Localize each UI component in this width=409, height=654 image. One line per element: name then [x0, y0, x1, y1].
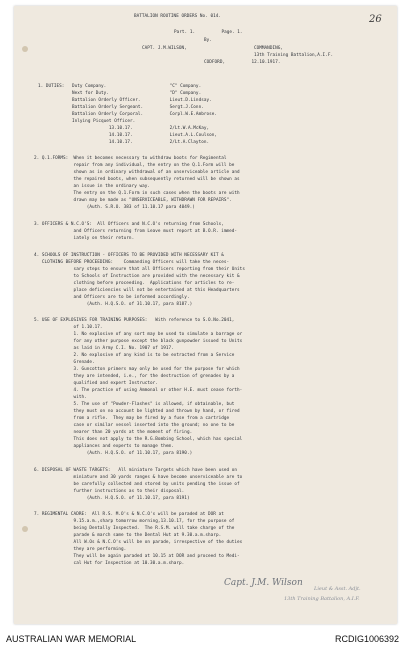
section-4-line: 4. SCHOOLS OF INSTRUCTION - OFFICERS TO BE PROVIDED WITH NECESSARY KIT &: [34, 253, 224, 258]
section-5-line: as laid in Army C.I. No. 1907 of 1917.: [34, 346, 174, 351]
duties-heading: 1. DUTIES:: [38, 84, 65, 89]
section-6-line: 6. DISPOSAL OF WASTE TARGETS: All miniature Targets which have been used on: [34, 468, 238, 473]
officer-name: CAPT. J.M.WILSON,: [142, 46, 187, 51]
section-7-line: 7. REGIMENTAL CADRE: All R.S. M.O's & N.C.O's will be paraded at DOR at: [34, 512, 224, 517]
section-2-line: shown as in ordinary withdrawal of an unserviceable article and: [34, 170, 240, 175]
commanding-label: COMMANDING,: [254, 46, 284, 51]
duties-line: 14.10.17. 2/Lt.A.Clayton.: [72, 140, 210, 145]
section-7-line: they are performing.: [34, 547, 127, 552]
section-5-line: 5. USE OF EXPLOSIVES FOR TRAINING PURPOSES: With reference to S.O.No.2041,: [34, 318, 235, 323]
record-id: RCDIG1006392: [334, 634, 399, 644]
section-5-line: from a rifle. They may be fired by a fuse from a cartridge: [34, 416, 230, 421]
section-5-line: Grenade.: [34, 360, 95, 365]
section-3-line: iately on their return.: [34, 236, 135, 241]
section-2-line: repair from any individual, the entry on the Q.1.Form will be: [34, 163, 235, 168]
duties-line: Battalion Orderly Officer. Lieut.D.Lindsay.: [72, 98, 212, 103]
section-5-line: they must on no account be lighted and thrown by hand, or fired: [34, 409, 240, 414]
section-5-line: appliances and experts to manage them.: [34, 444, 174, 449]
signature-stamp-line1: Lieut & Asst. Adjt.: [314, 586, 361, 592]
duties-line: Battalion Orderly Sergeant. Sergt.J.Conn.: [72, 105, 204, 110]
section-5-line: This does not apply to the R.G.Bombing School, which has special: [34, 437, 243, 442]
signature-stamp-line2: 13th Training Battalion, A.I.F.: [284, 596, 360, 602]
unit-name: 13th Training Battalion,A.I.F.: [254, 53, 334, 58]
section-5-line: (Auth. H.Q.S.O. of 11.10.17, para 8190.): [34, 451, 193, 456]
section-5-line: 2. No explosive of any kind is to be extracted from a Service: [34, 353, 235, 358]
signature: Capt. J.M. Wilson: [224, 578, 303, 588]
section-4-line: CLOTHING BEFORE PROCEEDING: Commanding Officers will take the neces-: [34, 260, 230, 265]
section-5-line: 3. Guncotton primers may only be used for the purpose for which: [34, 367, 240, 372]
section-5-line: of 1.10.17.: [34, 325, 103, 330]
section-5-line: 4. The practice of using Ammonal or other H.E. must cease forth-: [34, 388, 243, 393]
section-6-line: (Auth. H.Q.S.O. of 11.10.17, para 8191): [34, 496, 190, 501]
section-5-line: 1. No explosive of any sort may be used to simulate a barrage or: [34, 332, 243, 337]
section-4-line: and Officers are to be informed accordingly.: [34, 295, 190, 300]
section-2-line: the repaired boots, when subsequently returned will be shown as: [34, 177, 240, 182]
paper-hole: [22, 46, 28, 52]
document-page: [14, 6, 397, 624]
part-page: Part. 1. Page. 1.: [174, 30, 243, 35]
section-2-line: (Auth. S.R.O. 383 of 11.10.17 para 4049.): [34, 205, 195, 210]
duties-line: Next for Duty. "D" Company.: [72, 91, 202, 96]
section-4-line: clothing before proceeding. Applications for articles to re-: [34, 281, 235, 286]
section-3-line: and Officers returning from Leave must report at B.O.R. immed-: [34, 229, 238, 234]
section-5-line: qualified and expert Instructor.: [34, 381, 158, 386]
paper-hole: [22, 526, 28, 532]
section-7-line: All W.Os & N.C.O's will be on parade, irrespective of the duties: [34, 540, 243, 545]
duties-line: Battalion Orderly Corporal. Corpl.W.E.Ambrose.: [72, 112, 218, 117]
archive-footer: [0, 626, 409, 654]
section-7-line: parade & march same to the Dental Hut at 9.30.a.m.sharp.: [34, 533, 222, 538]
section-2-line: The entry on the Q.1.Form in such cases when the boots are with: [34, 191, 240, 196]
institution-name: AUSTRALIAN WAR MEMORIAL: [6, 634, 137, 644]
section-5-line: case or similar vessel inserted into the ground; no one to be: [34, 423, 235, 428]
page-number: 26: [369, 14, 382, 25]
duties-line: 14.10.17. Lieut.A.L.Coulson,: [72, 133, 218, 138]
section-7-line: They will be again paraded at 10.15 at DOR and proceed to Medi-: [34, 554, 240, 559]
section-5-line: for any other purpose except the black gunpowder issued to Units: [34, 339, 243, 344]
section-7-line: cal Hut for Inspection at 10.30.a.m.sharp.: [34, 561, 185, 566]
section-3-line: 3. OFFICERS & N.C.O'S: All Officers and N.C.O's returning from Schools,: [34, 222, 224, 227]
section-5-line: with.: [34, 395, 87, 400]
by-line: By.: [204, 38, 212, 43]
section-4-line: to Schools of Instruction are provided with the necessary kit &: [34, 274, 240, 279]
section-6-line: be carefully collected and stored by units pending the issue of: [34, 482, 240, 487]
duties-line: Inlying Picquet Officer.: [72, 119, 136, 124]
section-2-line: an issue in the ordinary way.: [34, 184, 151, 189]
section-2-line: 2. Q.1.FORMS: When it becomes necessary to withdraw boots for Regimental: [34, 156, 227, 161]
place-date: CODFORD, 12.10.1917.: [204, 60, 281, 65]
section-2-line: drawn may be made as "UNSERVICEABLE, WITHDRAWN FOR REPAIRS".: [34, 198, 232, 203]
section-6-line: miniature and 30 yards ranges & have become unserviceable are to: [34, 475, 243, 480]
section-6-line: further instructions as to their disposal.: [34, 489, 185, 494]
duties-line: Duty Company. "C" Company.: [72, 84, 202, 89]
section-5-line: 5. The use of "Powder-Flashes" is allowed, if obtainable, but: [34, 402, 235, 407]
section-4-line: (Auth. H.Q.S.O. of 31.10.17, para 8187.): [34, 302, 193, 307]
section-5-line: they are intended, i.e., for the destruction of grenades by a: [34, 374, 235, 379]
duties-line: 13.10.17. 2/Lt.W.A.McKay,: [72, 126, 210, 131]
order-title: BATTALION ROUTINE ORDERS No. 014.: [134, 14, 222, 19]
section-7-line: 9.15.a.m.,sharp tomorrow morning,13.10.17, for the purpose of: [34, 519, 235, 524]
section-5-line: nearer than 20 yards at the moment of firing.: [34, 430, 193, 435]
section-4-line: place deficiencies will not be entertained at this Headquarters: [34, 288, 240, 293]
section-4-line: sary steps to ensure that all Officers reporting from their Units: [34, 267, 245, 272]
section-7-line: being Dentally Inspected. The R.S.M. will take charge of the: [34, 526, 235, 531]
